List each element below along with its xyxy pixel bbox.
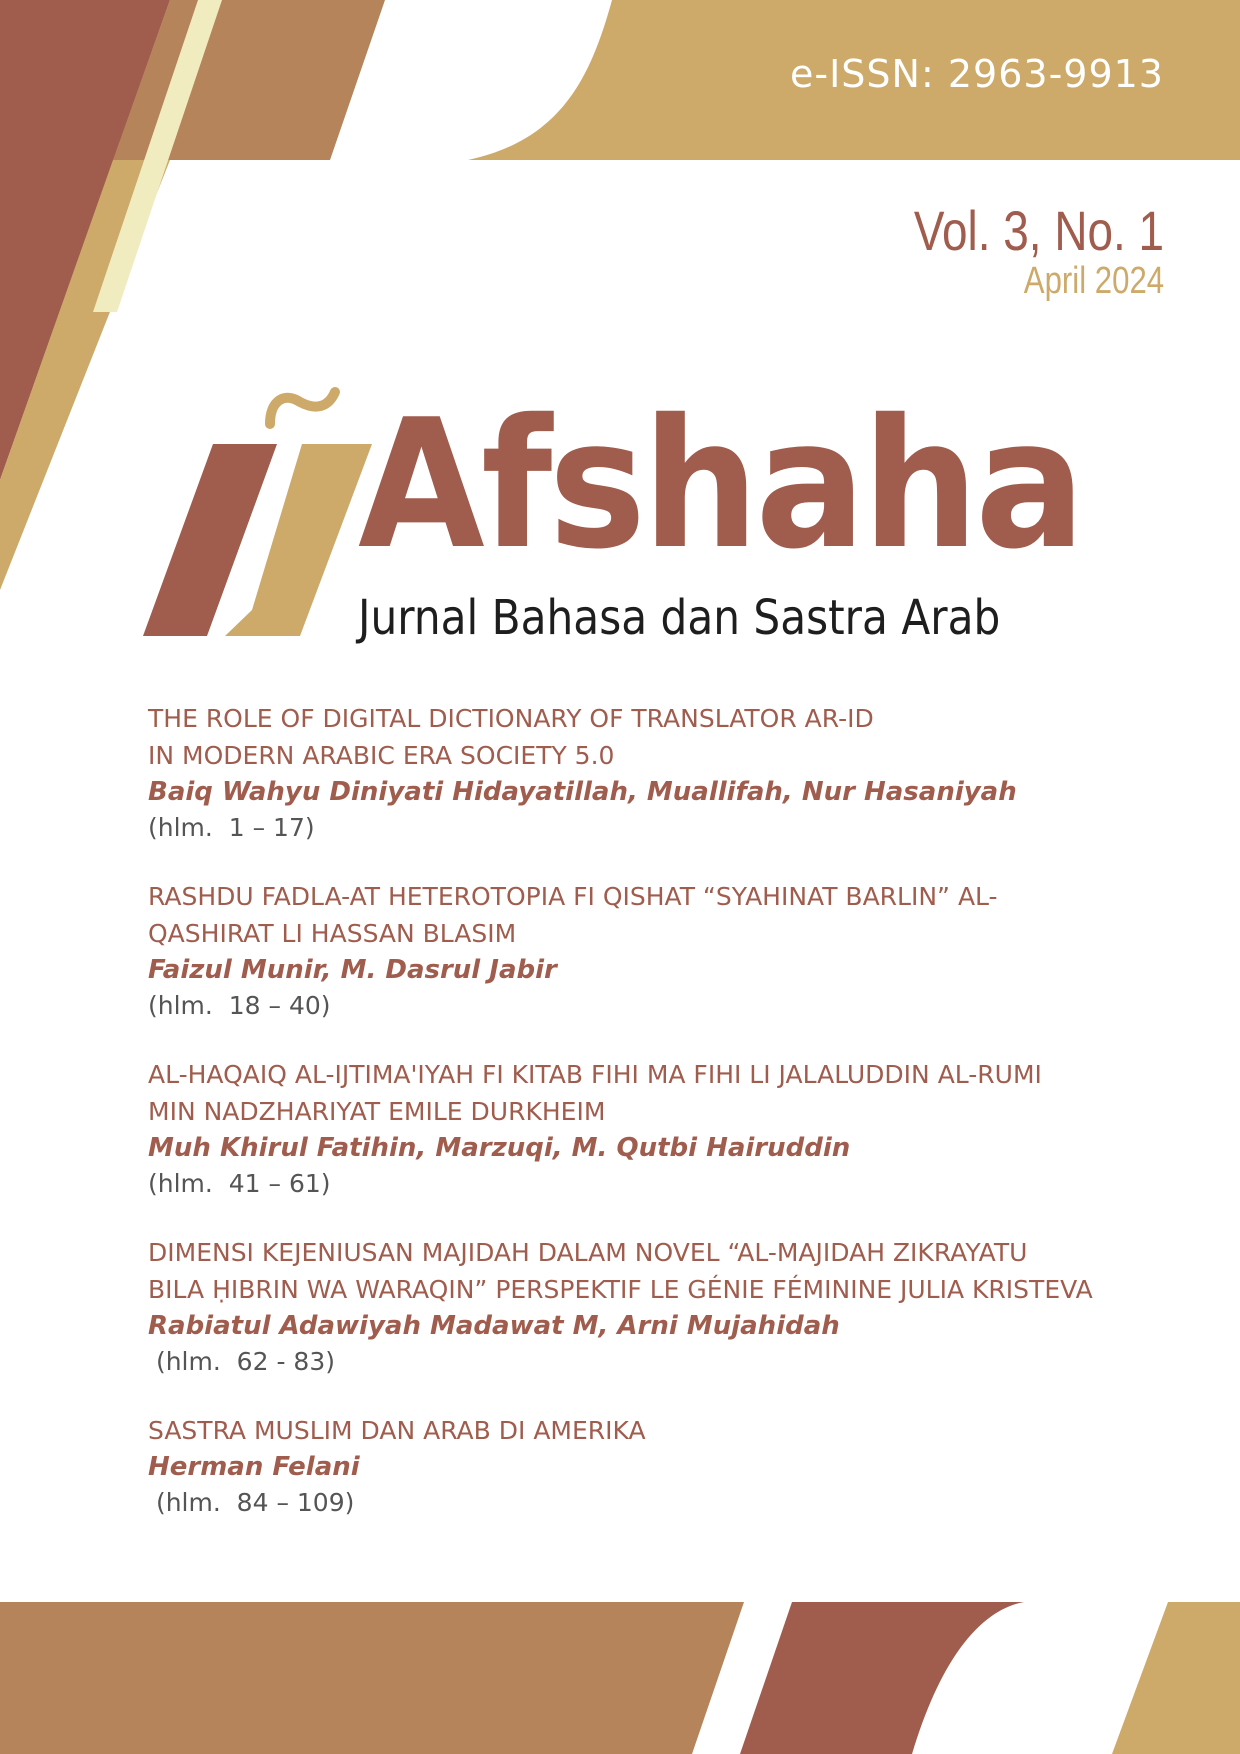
logo-mark-swash (270, 392, 335, 424)
article-title-line: QASHIRAT LI HASSAN BLASIM (148, 919, 517, 948)
journal-subtitle: Jurnal Bahasa dan Sastra Arab (358, 590, 1001, 646)
article-pages: (hlm. 41 – 61) (148, 1169, 331, 1198)
article-authors: Herman Felani (148, 1452, 360, 1482)
article-pages: (hlm. 1 – 17) (148, 813, 315, 842)
article-title-line: DIMENSI KEJENIUSAN MAJIDAH DALAM NOVEL “AL-MAJIDAH ZIKRAYATU (148, 1238, 1028, 1267)
volume-number: Vol. 3, No. 1 (913, 199, 1164, 262)
article-pages: (hlm. 18 – 40) (148, 991, 331, 1020)
afshaha-logo-mark (143, 392, 372, 636)
article-authors: Muh Khirul Fatihin, Marzuqi, M. Qutbi Hairuddin (148, 1133, 851, 1163)
article-title-line: RASHDU FADLA-AT HETEROTOPIA FI QISHAT “SYAHINAT BARLIN” AL- (148, 882, 998, 911)
article-title-line: THE ROLE OF DIGITAL DICTIONARY OF TRANSLATOR AR-ID (148, 704, 874, 733)
article-authors: Faizul Munir, M. Dasrul Jabir (148, 955, 557, 985)
issue-date: April 2024 (1023, 260, 1164, 302)
article-authors: Baiq Wahyu Diniyati Hidayatillah, Muallifah, Nur Hasaniyah (148, 777, 1017, 807)
article-title-line: IN MODERN ARABIC ERA SOCIETY 5.0 (148, 741, 615, 770)
article-title (148, 878, 1148, 952)
article-title (148, 1234, 1148, 1308)
bottom-band-tan (0, 1602, 744, 1754)
issn-label: e-ISSN: (789, 52, 935, 96)
article-title (148, 1056, 1148, 1130)
journal-name: Afshaha (358, 381, 1082, 588)
article-title-line: AL-HAQAIQ AL-IJTIMA'IYAH FI KITAB FIHI MA FIHI LI JALALUDDIN AL-RUMI (148, 1060, 1042, 1089)
article-authors: Rabiatul Adawiyah Madawat M, Arni Mujahidah (148, 1311, 840, 1341)
issn-number: 2963-9913 (947, 52, 1164, 96)
article-entry (148, 878, 1148, 1024)
issn (790, 52, 1164, 96)
article-title-line: SASTRA MUSLIM DAN ARAB DI AMERIKA (148, 1416, 646, 1445)
article-entry (148, 1056, 1148, 1202)
article-pages: (hlm. 84 – 109) (148, 1488, 355, 1517)
article-entry (148, 1412, 1148, 1521)
article-entry (148, 700, 1148, 846)
article-title (148, 1412, 1148, 1449)
article-title-line: BILA ḤIBRIN WA WARAQIN” PERSPEKTIF LE GÉNIE FÉMININE JULIA KRISTEVA (148, 1275, 1093, 1304)
article-title (148, 700, 1148, 774)
article-pages: (hlm. 62 - 83) (148, 1347, 335, 1376)
article-entry (148, 1234, 1148, 1380)
table-of-contents (148, 700, 1148, 1553)
article-title-line: MIN NADZHARIYAT EMILE DURKHEIM (148, 1097, 606, 1126)
